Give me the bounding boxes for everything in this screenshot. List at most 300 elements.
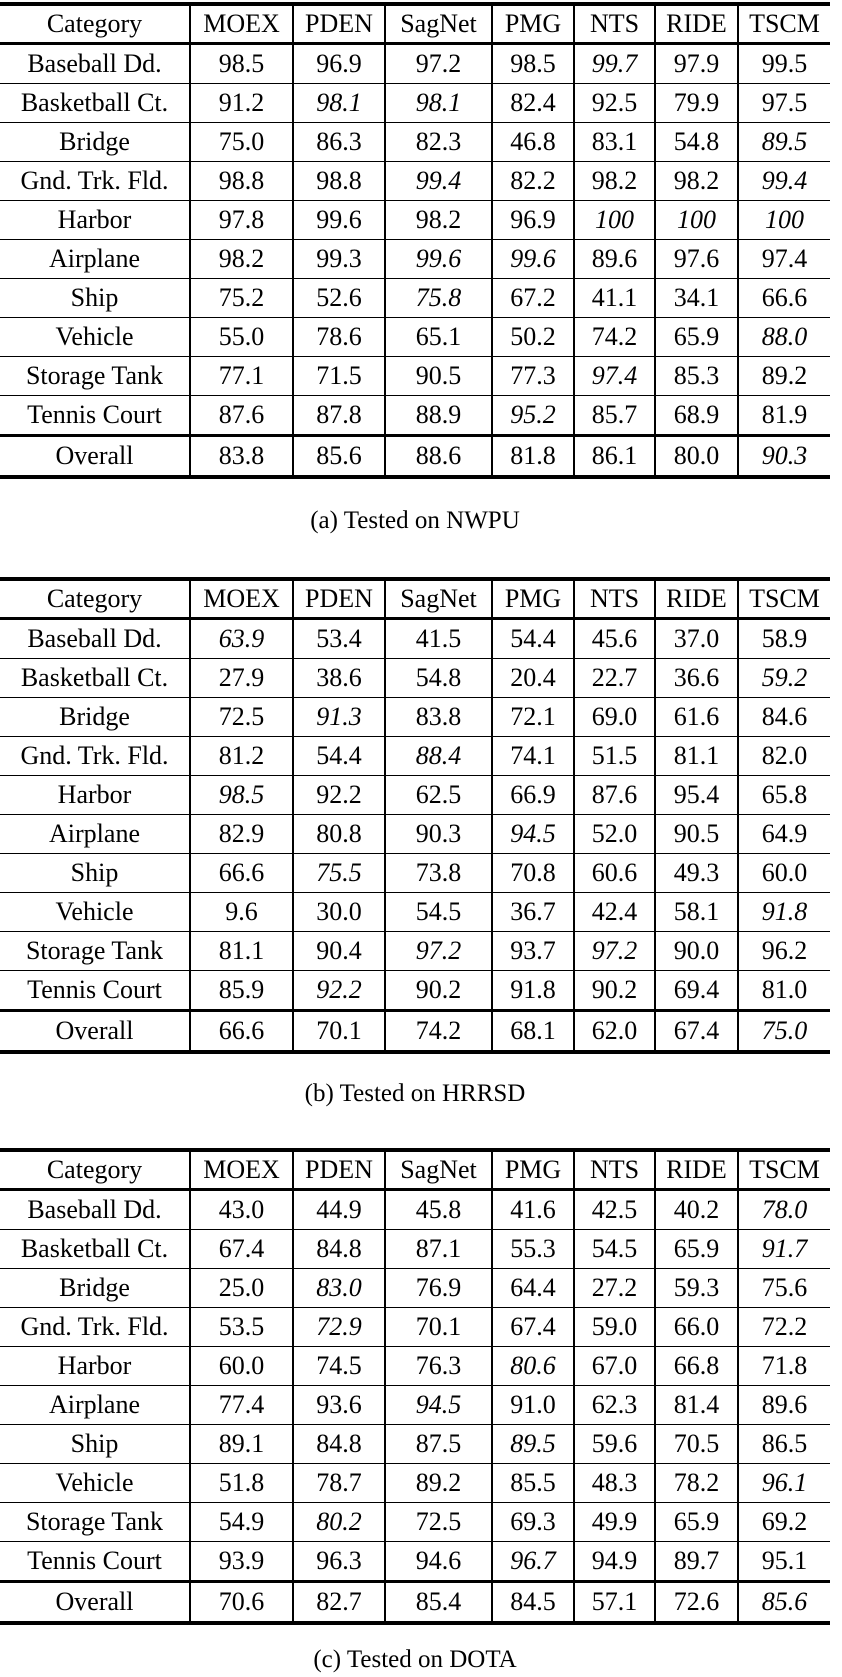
column-header-pmg: PMG <box>492 579 574 619</box>
value-cell-ride: 65.9 <box>655 1503 738 1542</box>
value-cell-pmg: 74.1 <box>492 737 574 776</box>
value-cell-ride: 59.3 <box>655 1269 738 1308</box>
value-cell-tscm: 85.6 <box>738 1582 830 1624</box>
value-cell-moex: 63.9 <box>190 619 293 659</box>
value-cell-tscm: 97.4 <box>738 240 830 279</box>
value-cell-moex: 85.9 <box>190 971 293 1011</box>
value-cell-nts: 89.6 <box>574 240 655 279</box>
category-cell: Vehicle <box>0 1464 190 1503</box>
value-cell-moex: 25.0 <box>190 1269 293 1308</box>
value-cell-tscm: 97.5 <box>738 84 830 123</box>
value-cell-nts: 92.5 <box>574 84 655 123</box>
value-cell-nts: 69.0 <box>574 698 655 737</box>
value-cell-ride: 95.4 <box>655 776 738 815</box>
value-cell-pden: 38.6 <box>293 659 385 698</box>
table-row <box>0 1542 830 1582</box>
value-cell-ride: 78.2 <box>655 1464 738 1503</box>
value-cell-moex: 75.0 <box>190 123 293 162</box>
caption-hrrsd: (b) Tested on HRRSD <box>304 1080 526 1107</box>
value-cell-sagnet: 45.8 <box>385 1190 492 1230</box>
value-cell-ride: 66.8 <box>655 1347 738 1386</box>
category-cell: Tennis Court <box>0 1542 190 1582</box>
value-cell-pmg: 68.1 <box>492 1011 574 1053</box>
value-cell-ride: 66.0 <box>655 1308 738 1347</box>
value-cell-moex: 53.5 <box>190 1308 293 1347</box>
value-cell-pmg: 70.8 <box>492 854 574 893</box>
table-row <box>0 1503 830 1542</box>
value-cell-sagnet: 87.5 <box>385 1425 492 1464</box>
header-row <box>0 1150 830 1190</box>
category-cell: Vehicle <box>0 318 190 357</box>
value-cell-sagnet: 72.5 <box>385 1503 492 1542</box>
category-cell: Gnd. Trk. Fld. <box>0 162 190 201</box>
value-cell-sagnet: 94.6 <box>385 1542 492 1582</box>
value-cell-sagnet: 90.5 <box>385 357 492 396</box>
value-cell-ride: 58.1 <box>655 893 738 932</box>
table-row <box>0 1269 830 1308</box>
value-cell-sagnet: 62.5 <box>385 776 492 815</box>
value-cell-pden: 75.5 <box>293 854 385 893</box>
value-cell-sagnet: 90.3 <box>385 815 492 854</box>
value-cell-nts: 86.1 <box>574 436 655 478</box>
column-header-moex: MOEX <box>190 579 293 619</box>
value-cell-pmg: 91.0 <box>492 1386 574 1425</box>
value-cell-nts: 87.6 <box>574 776 655 815</box>
value-cell-pmg: 80.6 <box>492 1347 574 1386</box>
value-cell-pmg: 46.8 <box>492 123 574 162</box>
value-cell-moex: 75.2 <box>190 279 293 318</box>
value-cell-pden: 78.6 <box>293 318 385 357</box>
value-cell-pmg: 95.2 <box>492 396 574 436</box>
value-cell-nts: 22.7 <box>574 659 655 698</box>
column-header-category: Category <box>0 579 190 619</box>
category-cell: Basketball Ct. <box>0 659 190 698</box>
value-cell-moex: 9.6 <box>190 893 293 932</box>
value-cell-sagnet: 94.5 <box>385 1386 492 1425</box>
value-cell-ride: 98.2 <box>655 162 738 201</box>
value-cell-nts: 90.2 <box>574 971 655 1011</box>
value-cell-ride: 90.5 <box>655 815 738 854</box>
value-cell-pden: 96.9 <box>293 44 385 84</box>
category-cell: Airplane <box>0 1386 190 1425</box>
value-cell-tscm: 89.2 <box>738 357 830 396</box>
category-cell: Vehicle <box>0 893 190 932</box>
value-cell-sagnet: 90.2 <box>385 971 492 1011</box>
column-header-nts: NTS <box>574 1150 655 1190</box>
value-cell-nts: 94.9 <box>574 1542 655 1582</box>
value-cell-sagnet: 65.1 <box>385 318 492 357</box>
table-row <box>0 1230 830 1269</box>
column-header-pmg: PMG <box>492 1150 574 1190</box>
value-cell-nts: 100 <box>574 201 655 240</box>
column-header-pmg: PMG <box>492 4 574 44</box>
category-cell: Tennis Court <box>0 396 190 436</box>
value-cell-nts: 49.9 <box>574 1503 655 1542</box>
caption-dota: (c) Tested on DOTA <box>313 1646 517 1673</box>
table-row <box>0 971 830 1011</box>
value-cell-tscm: 90.3 <box>738 436 830 478</box>
value-cell-ride: 69.4 <box>655 971 738 1011</box>
value-cell-moex: 97.8 <box>190 201 293 240</box>
value-cell-pmg: 89.5 <box>492 1425 574 1464</box>
value-cell-tscm: 66.6 <box>738 279 830 318</box>
category-cell: Gnd. Trk. Fld. <box>0 737 190 776</box>
value-cell-ride: 67.4 <box>655 1011 738 1053</box>
value-cell-pmg: 54.4 <box>492 619 574 659</box>
value-cell-tscm: 69.2 <box>738 1503 830 1542</box>
value-cell-sagnet: 97.2 <box>385 44 492 84</box>
value-cell-sagnet: 41.5 <box>385 619 492 659</box>
value-cell-nts: 51.5 <box>574 737 655 776</box>
value-cell-tscm: 91.7 <box>738 1230 830 1269</box>
value-cell-tscm: 86.5 <box>738 1425 830 1464</box>
value-cell-pmg: 41.6 <box>492 1190 574 1230</box>
table-row <box>0 619 830 659</box>
table-row <box>0 279 830 318</box>
value-cell-pmg: 81.8 <box>492 436 574 478</box>
value-cell-nts: 74.2 <box>574 318 655 357</box>
value-cell-tscm: 81.0 <box>738 971 830 1011</box>
value-cell-moex: 70.6 <box>190 1582 293 1624</box>
value-cell-tscm: 91.8 <box>738 893 830 932</box>
value-cell-sagnet: 99.4 <box>385 162 492 201</box>
value-cell-tscm: 89.6 <box>738 1386 830 1425</box>
column-header-sagnet: SagNet <box>385 1150 492 1190</box>
value-cell-pden: 80.8 <box>293 815 385 854</box>
value-cell-moex: 93.9 <box>190 1542 293 1582</box>
value-cell-pden: 44.9 <box>293 1190 385 1230</box>
category-cell: Overall <box>0 1011 190 1053</box>
overall-row <box>0 1011 830 1053</box>
value-cell-tscm: 88.0 <box>738 318 830 357</box>
value-cell-nts: 42.5 <box>574 1190 655 1230</box>
table-row <box>0 1425 830 1464</box>
column-header-tscm: TSCM <box>738 1150 830 1190</box>
value-cell-tscm: 59.2 <box>738 659 830 698</box>
value-cell-moex: 72.5 <box>190 698 293 737</box>
value-cell-pden: 86.3 <box>293 123 385 162</box>
value-cell-pmg: 85.5 <box>492 1464 574 1503</box>
value-cell-tscm: 72.2 <box>738 1308 830 1347</box>
value-cell-ride: 68.9 <box>655 396 738 436</box>
value-cell-pden: 53.4 <box>293 619 385 659</box>
value-cell-tscm: 84.6 <box>738 698 830 737</box>
value-cell-pden: 82.7 <box>293 1582 385 1624</box>
value-cell-ride: 36.6 <box>655 659 738 698</box>
value-cell-pmg: 77.3 <box>492 357 574 396</box>
value-cell-pmg: 94.5 <box>492 815 574 854</box>
value-cell-moex: 54.9 <box>190 1503 293 1542</box>
value-cell-ride: 49.3 <box>655 854 738 893</box>
column-header-sagnet: SagNet <box>385 579 492 619</box>
value-cell-tscm: 100 <box>738 201 830 240</box>
table-row <box>0 659 830 698</box>
value-cell-moex: 67.4 <box>190 1230 293 1269</box>
table-row <box>0 396 830 436</box>
table-row <box>0 737 830 776</box>
value-cell-sagnet: 98.1 <box>385 84 492 123</box>
value-cell-ride: 85.3 <box>655 357 738 396</box>
table-row <box>0 815 830 854</box>
value-cell-ride: 79.9 <box>655 84 738 123</box>
column-header-category: Category <box>0 1150 190 1190</box>
category-cell: Baseball Dd. <box>0 44 190 84</box>
category-cell: Storage Tank <box>0 1503 190 1542</box>
value-cell-sagnet: 88.6 <box>385 436 492 478</box>
category-cell: Overall <box>0 436 190 478</box>
category-cell: Harbor <box>0 201 190 240</box>
value-cell-sagnet: 54.8 <box>385 659 492 698</box>
value-cell-pmg: 93.7 <box>492 932 574 971</box>
value-cell-tscm: 65.8 <box>738 776 830 815</box>
table-row <box>0 854 830 893</box>
column-header-nts: NTS <box>574 579 655 619</box>
overall-row <box>0 1582 830 1624</box>
value-cell-moex: 60.0 <box>190 1347 293 1386</box>
value-cell-tscm: 75.0 <box>738 1011 830 1053</box>
value-cell-pmg: 91.8 <box>492 971 574 1011</box>
value-cell-nts: 99.7 <box>574 44 655 84</box>
value-cell-ride: 65.9 <box>655 318 738 357</box>
value-cell-tscm: 81.9 <box>738 396 830 436</box>
value-cell-pden: 91.3 <box>293 698 385 737</box>
value-cell-ride: 100 <box>655 201 738 240</box>
category-cell: Baseball Dd. <box>0 1190 190 1230</box>
value-cell-sagnet: 76.9 <box>385 1269 492 1308</box>
value-cell-pden: 52.6 <box>293 279 385 318</box>
category-cell: Baseball Dd. <box>0 619 190 659</box>
value-cell-sagnet: 70.1 <box>385 1308 492 1347</box>
value-cell-pden: 30.0 <box>293 893 385 932</box>
value-cell-tscm: 58.9 <box>738 619 830 659</box>
value-cell-sagnet: 89.2 <box>385 1464 492 1503</box>
value-cell-pmg: 96.9 <box>492 201 574 240</box>
value-cell-pmg: 50.2 <box>492 318 574 357</box>
value-cell-sagnet: 54.5 <box>385 893 492 932</box>
value-cell-ride: 61.6 <box>655 698 738 737</box>
header-row <box>0 579 830 619</box>
table-row <box>0 1347 830 1386</box>
value-cell-tscm: 60.0 <box>738 854 830 893</box>
value-cell-sagnet: 73.8 <box>385 854 492 893</box>
value-cell-moex: 98.8 <box>190 162 293 201</box>
category-cell: Storage Tank <box>0 357 190 396</box>
value-cell-pden: 99.3 <box>293 240 385 279</box>
value-cell-nts: 97.2 <box>574 932 655 971</box>
value-cell-pmg: 96.7 <box>492 1542 574 1582</box>
value-cell-nts: 59.0 <box>574 1308 655 1347</box>
value-cell-tscm: 75.6 <box>738 1269 830 1308</box>
category-cell: Basketball Ct. <box>0 84 190 123</box>
category-cell: Tennis Court <box>0 971 190 1011</box>
category-cell: Storage Tank <box>0 932 190 971</box>
value-cell-sagnet: 97.2 <box>385 932 492 971</box>
value-cell-nts: 42.4 <box>574 893 655 932</box>
value-cell-nts: 59.6 <box>574 1425 655 1464</box>
column-header-ride: RIDE <box>655 579 738 619</box>
value-cell-ride: 37.0 <box>655 619 738 659</box>
value-cell-ride: 81.1 <box>655 737 738 776</box>
column-header-pden: PDEN <box>293 1150 385 1190</box>
value-cell-ride: 34.1 <box>655 279 738 318</box>
value-cell-pden: 83.0 <box>293 1269 385 1308</box>
value-cell-pden: 72.9 <box>293 1308 385 1347</box>
value-cell-pden: 85.6 <box>293 436 385 478</box>
table-hrrsd <box>0 577 830 1054</box>
table-row <box>0 318 830 357</box>
value-cell-pmg: 69.3 <box>492 1503 574 1542</box>
value-cell-pden: 92.2 <box>293 971 385 1011</box>
value-cell-ride: 54.8 <box>655 123 738 162</box>
value-cell-ride: 90.0 <box>655 932 738 971</box>
value-cell-sagnet: 98.2 <box>385 201 492 240</box>
value-cell-moex: 81.2 <box>190 737 293 776</box>
value-cell-tscm: 82.0 <box>738 737 830 776</box>
value-cell-moex: 83.8 <box>190 436 293 478</box>
value-cell-tscm: 78.0 <box>738 1190 830 1230</box>
results-table <box>0 2 830 479</box>
value-cell-sagnet: 75.8 <box>385 279 492 318</box>
table-row <box>0 123 830 162</box>
value-cell-pmg: 36.7 <box>492 893 574 932</box>
category-cell: Ship <box>0 1425 190 1464</box>
column-header-tscm: TSCM <box>738 4 830 44</box>
value-cell-moex: 51.8 <box>190 1464 293 1503</box>
value-cell-nts: 52.0 <box>574 815 655 854</box>
table-row <box>0 240 830 279</box>
table-row <box>0 1464 830 1503</box>
table-row <box>0 698 830 737</box>
value-cell-pden: 70.1 <box>293 1011 385 1053</box>
value-cell-moex: 98.5 <box>190 776 293 815</box>
value-cell-pmg: 67.2 <box>492 279 574 318</box>
results-table <box>0 577 830 1054</box>
value-cell-tscm: 89.5 <box>738 123 830 162</box>
value-cell-pmg: 66.9 <box>492 776 574 815</box>
overall-row <box>0 436 830 478</box>
value-cell-nts: 27.2 <box>574 1269 655 1308</box>
table-dota <box>0 1148 830 1625</box>
value-cell-tscm: 64.9 <box>738 815 830 854</box>
value-cell-nts: 60.6 <box>574 854 655 893</box>
value-cell-sagnet: 82.3 <box>385 123 492 162</box>
table-row <box>0 893 830 932</box>
column-header-sagnet: SagNet <box>385 4 492 44</box>
value-cell-sagnet: 87.1 <box>385 1230 492 1269</box>
value-cell-pmg: 55.3 <box>492 1230 574 1269</box>
value-cell-pden: 98.8 <box>293 162 385 201</box>
value-cell-nts: 62.0 <box>574 1011 655 1053</box>
value-cell-pden: 80.2 <box>293 1503 385 1542</box>
value-cell-moex: 82.9 <box>190 815 293 854</box>
value-cell-sagnet: 85.4 <box>385 1582 492 1624</box>
value-cell-sagnet: 99.6 <box>385 240 492 279</box>
value-cell-tscm: 99.5 <box>738 44 830 84</box>
category-cell: Ship <box>0 279 190 318</box>
category-cell: Airplane <box>0 240 190 279</box>
value-cell-sagnet: 83.8 <box>385 698 492 737</box>
value-cell-sagnet: 88.4 <box>385 737 492 776</box>
column-header-moex: MOEX <box>190 4 293 44</box>
column-header-category: Category <box>0 4 190 44</box>
value-cell-pmg: 67.4 <box>492 1308 574 1347</box>
value-cell-pmg: 98.5 <box>492 44 574 84</box>
column-header-ride: RIDE <box>655 4 738 44</box>
value-cell-moex: 27.9 <box>190 659 293 698</box>
value-cell-nts: 83.1 <box>574 123 655 162</box>
value-cell-pden: 54.4 <box>293 737 385 776</box>
value-cell-moex: 98.5 <box>190 44 293 84</box>
value-cell-nts: 62.3 <box>574 1386 655 1425</box>
column-header-tscm: TSCM <box>738 579 830 619</box>
column-header-nts: NTS <box>574 4 655 44</box>
column-header-moex: MOEX <box>190 1150 293 1190</box>
table-row <box>0 201 830 240</box>
table-row <box>0 84 830 123</box>
value-cell-ride: 81.4 <box>655 1386 738 1425</box>
category-cell: Basketball Ct. <box>0 1230 190 1269</box>
value-cell-tscm: 96.2 <box>738 932 830 971</box>
value-cell-moex: 87.6 <box>190 396 293 436</box>
value-cell-moex: 98.2 <box>190 240 293 279</box>
column-header-pden: PDEN <box>293 579 385 619</box>
value-cell-moex: 66.6 <box>190 854 293 893</box>
value-cell-pden: 92.2 <box>293 776 385 815</box>
value-cell-tscm: 96.1 <box>738 1464 830 1503</box>
table-row <box>0 932 830 971</box>
value-cell-nts: 48.3 <box>574 1464 655 1503</box>
category-cell: Airplane <box>0 815 190 854</box>
value-cell-moex: 91.2 <box>190 84 293 123</box>
value-cell-pmg: 72.1 <box>492 698 574 737</box>
category-cell: Bridge <box>0 123 190 162</box>
value-cell-ride: 72.6 <box>655 1582 738 1624</box>
value-cell-pden: 90.4 <box>293 932 385 971</box>
value-cell-ride: 65.9 <box>655 1230 738 1269</box>
table-row <box>0 44 830 84</box>
category-cell: Gnd. Trk. Fld. <box>0 1308 190 1347</box>
value-cell-pden: 87.8 <box>293 396 385 436</box>
table-row <box>0 162 830 201</box>
table-row <box>0 1308 830 1347</box>
value-cell-pmg: 84.5 <box>492 1582 574 1624</box>
value-cell-pmg: 20.4 <box>492 659 574 698</box>
value-cell-pmg: 99.6 <box>492 240 574 279</box>
value-cell-pden: 74.5 <box>293 1347 385 1386</box>
category-cell: Ship <box>0 854 190 893</box>
value-cell-ride: 70.5 <box>655 1425 738 1464</box>
value-cell-moex: 55.0 <box>190 318 293 357</box>
value-cell-pden: 84.8 <box>293 1230 385 1269</box>
value-cell-moex: 81.1 <box>190 932 293 971</box>
value-cell-pden: 78.7 <box>293 1464 385 1503</box>
value-cell-nts: 57.1 <box>574 1582 655 1624</box>
column-header-ride: RIDE <box>655 1150 738 1190</box>
value-cell-nts: 67.0 <box>574 1347 655 1386</box>
table-row <box>0 1386 830 1425</box>
header-row <box>0 4 830 44</box>
value-cell-ride: 80.0 <box>655 436 738 478</box>
value-cell-ride: 97.9 <box>655 44 738 84</box>
value-cell-pden: 93.6 <box>293 1386 385 1425</box>
value-cell-tscm: 95.1 <box>738 1542 830 1582</box>
table-row <box>0 357 830 396</box>
value-cell-ride: 97.6 <box>655 240 738 279</box>
category-cell: Harbor <box>0 1347 190 1386</box>
value-cell-tscm: 99.4 <box>738 162 830 201</box>
value-cell-moex: 66.6 <box>190 1011 293 1053</box>
value-cell-pmg: 82.2 <box>492 162 574 201</box>
